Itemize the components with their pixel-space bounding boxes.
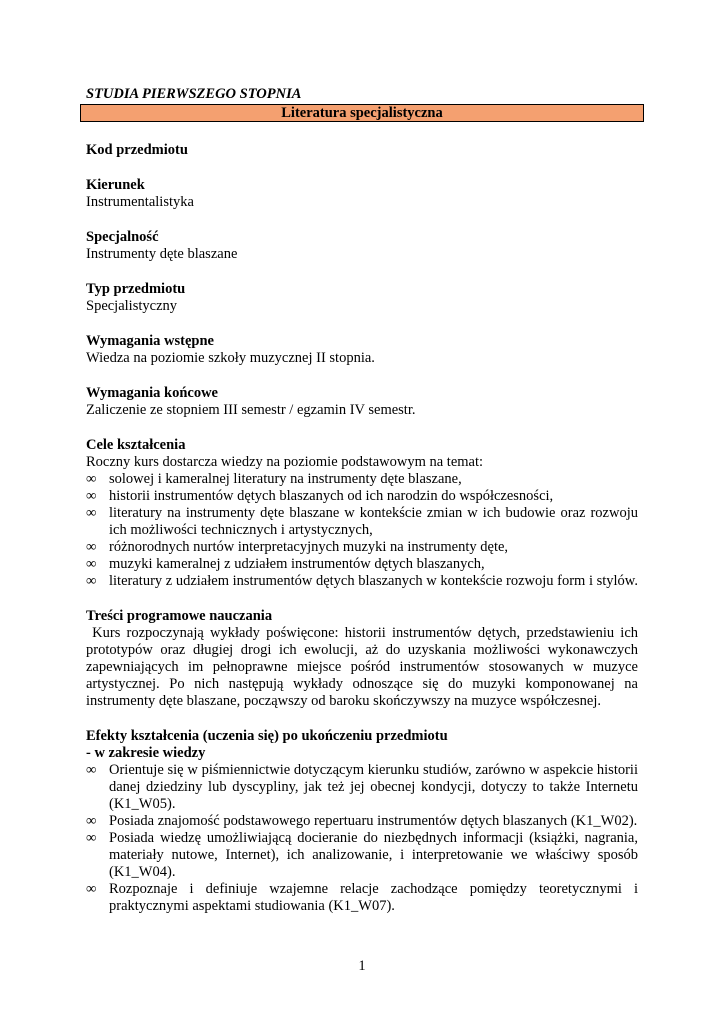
document-body bbox=[86, 86, 642, 915]
list-item: ∞ literatury na instrumenty dęte blaszane w kontekście zmian w ich budowie oraz rozwoju ich możliwości technicznych i artystycznych, bbox=[86, 505, 638, 538]
infinity-bullet-icon: ∞ bbox=[86, 505, 97, 521]
section-tresci bbox=[86, 608, 642, 710]
infinity-bullet-icon: ∞ bbox=[86, 813, 97, 829]
goals-list bbox=[86, 471, 638, 590]
section-heading: Wymagania wstępne bbox=[86, 333, 214, 349]
section-paragraph: Kurs rozpoczynają wykłady poświęcone: historii instrumentów dętych, przedstawieniu ich prototypów oraz długiej drogi ich ewolucji, aż do uzyskania możliwości wykonawczych zapewniających im pełnoprawne miejsce pośród instrumentów stosowanych w muzyce artystycznej. Po nich następują wykłady odnoszące się do muzyki komponowanej na instrumenty dęte blaszane, począwszy od baroku skończywszy na muzyce współczesnej. bbox=[86, 625, 642, 709]
section-cele bbox=[86, 437, 638, 590]
section-value: Instrumentalistyka bbox=[86, 194, 194, 210]
section-heading: Typ przedmiotu bbox=[86, 281, 186, 297]
section-heading: Kierunek bbox=[86, 177, 145, 193]
list-item: ∞ literatury z udziałem instrumentów dętych blaszanych w kontekście rozwoju form i stylów. bbox=[86, 573, 638, 589]
list-item: ∞ muzyki kameralnej z udziałem instrumentów dętych blaszanych, bbox=[86, 556, 485, 572]
study-level-heading: STUDIA PIERWSZEGO STOPNIA bbox=[86, 86, 302, 102]
section-heading: Treści programowe nauczania bbox=[86, 608, 273, 624]
page-number: 1 bbox=[358, 958, 366, 974]
infinity-bullet-icon: ∞ bbox=[86, 573, 97, 589]
section-subheading: - w zakresie wiedzy bbox=[86, 745, 206, 761]
section-typ bbox=[86, 281, 638, 315]
infinity-bullet-icon: ∞ bbox=[86, 539, 97, 555]
list-item: ∞ Posiada wiedzę umożliwiającą docieranie do niezbędnych informacji (książki, nagrania, materiały nutowe, Internet), ich analizowanie, i interpretowanie we właściwy sposób (K1_W04). bbox=[86, 830, 638, 880]
section-heading: Wymagania końcowe bbox=[86, 385, 218, 401]
section-heading: Kod przedmiotu bbox=[86, 142, 188, 158]
outcomes-list bbox=[86, 762, 638, 915]
section-value: Zaliczenie ze stopniem III semestr / egzamin IV semestr. bbox=[86, 402, 416, 418]
list-item: ∞ Rozpoznaje i definiuje wzajemne relacje zachodzące pomiędzy teoretycznymi i praktycznymi aspektami studiowania (K1_W07). bbox=[86, 881, 638, 914]
infinity-bullet-icon: ∞ bbox=[86, 762, 97, 778]
course-title-banner: Literatura specjalistyczna bbox=[80, 104, 644, 122]
list-item: ∞ solowej i kameralnej literatury na instrumenty dęte blaszane, bbox=[86, 471, 462, 487]
section-wymagania-koncowe bbox=[86, 385, 638, 419]
section-heading: Specjalność bbox=[86, 229, 159, 245]
section-heading: Cele kształcenia bbox=[86, 437, 186, 453]
section-kierunek bbox=[86, 177, 638, 211]
section-wymagania-wstepne bbox=[86, 333, 638, 367]
infinity-bullet-icon: ∞ bbox=[86, 830, 97, 846]
section-value: Wiedza na poziomie szkoły muzycznej II stopnia. bbox=[86, 350, 375, 366]
section-heading: Efekty kształcenia (uczenia się) po ukończeniu przedmiotu bbox=[86, 728, 448, 744]
list-item: ∞ różnorodnych nurtów interpretacyjnych muzyki na instrumenty dęte, bbox=[86, 539, 509, 555]
infinity-bullet-icon: ∞ bbox=[86, 881, 97, 897]
section-specjalnosc bbox=[86, 229, 638, 263]
list-item: ∞ Orientuje się w piśmiennictwie dotyczącym kierunku studiów, zarówno w aspekcie historii danej dziedziny lub dyscypliny, jak też jej obecnej kondycji, dotyczy to także Internetu (K1_W05). bbox=[86, 762, 638, 812]
section-value: Specjalistyczny bbox=[86, 298, 178, 314]
list-item: ∞ historii instrumentów dętych blaszanych od ich narodzin do współczesności, bbox=[86, 488, 554, 504]
infinity-bullet-icon: ∞ bbox=[86, 488, 97, 504]
section-value: Instrumenty dęte blaszane bbox=[86, 246, 238, 262]
section-kod bbox=[86, 142, 638, 159]
list-item: ∞ Posiada znajomość podstawowego repertuaru instrumentów dętych blaszanych (K1_W02). bbox=[86, 813, 638, 829]
infinity-bullet-icon: ∞ bbox=[86, 556, 97, 572]
section-intro: Roczny kurs dostarcza wiedzy na poziomie podstawowym na temat: bbox=[86, 454, 484, 470]
infinity-bullet-icon: ∞ bbox=[86, 471, 97, 487]
section-efekty bbox=[86, 728, 638, 915]
